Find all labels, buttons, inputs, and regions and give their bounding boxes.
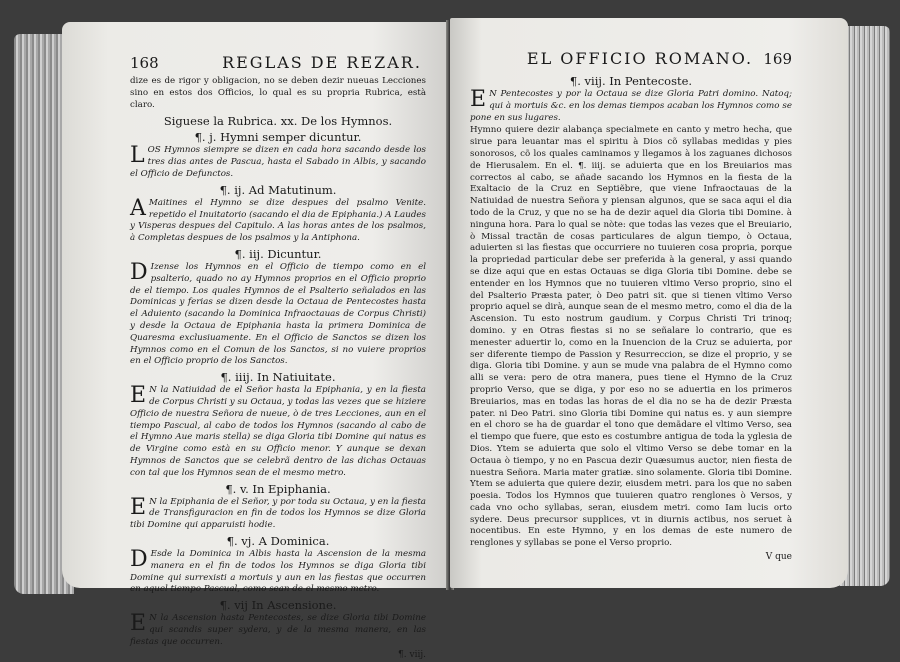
drop-cap: E — [470, 87, 487, 112]
paragraph-text: N la Natiuidad de el Señor hasta la Epiphania, y en la fiesta de Corpus Christi y su Octaua, y todas las vezes que se hiziere Officio de nuestra Señora de nueue, ò de tres Lecciones, aun en el tiempo Pascual, al cabo de todos los Hymnos (sacando al cabo de el Hymno Aue maris stella) se diga Gloria tibi Domine qui natus es de Virgine como està en su Officio menor. Y aunque se dexan Hymnos de Sanctos que se celebrã dentro de las dichas Octauas con tal que los Hymnos sean de el mesmo metro. — [130, 385, 426, 478]
left-running-head — [130, 52, 426, 74]
paragraph-text: N la Ascension hasta Pentecostes, se dize Gloria tibi Domine qui scandis super sydera, y de la mesma manera, en las fiestas que occurren. — [130, 613, 426, 647]
paragraph — [130, 494, 426, 532]
right-page — [450, 18, 848, 588]
paragraph — [130, 613, 426, 648]
section-heading: ¶. vj. A Dominica. — [226, 533, 330, 548]
paragraph-text: Izense los Hymnos en el Officio de tiempo como en el psalterio, quado no ay Hymnos proprios en el Officio proprio de el tiempo. Los quales Hymnos de el Psalterio señalados en las Dominicas y ferias se dizen desde la Octaua de Pentecostes hasta el Aduiento (sacando la Dominica Infraoctauas de Corpus Christi) y desde la Octaua de Epiphania hasta la primera Dominica de Quaresma exclusiuamente. En el Officio de Sanctos se dizen los Hymnos como en el Comun de los Sanctos, si no vuiere proprios en el Officio proprio de los Sanctos. — [130, 261, 426, 367]
section-heading: ¶. ij. Ad Matutinum. — [219, 182, 337, 197]
paragraph-text: Maitines el Hymno se dize despues del psalmo Venite. repetido el Inuitatorio (sacando el dia de Epiphania.) A Laudes y Visperas despues del Capitulo. A las horas antes de los psalmos, à Completas despues de los psalmos y la Antiphona. — [130, 197, 426, 244]
paragraph-text: N Pentecostes y por la Octaua se dize Gloria Patri domino. Natoq; qui à mortuis &c. en los demas tiempos acaban los Hymnos como se pone en sus lugares. — [470, 89, 792, 123]
rubric-heading: Siguese la Rubrica. xx. De los Hymnos. — [163, 114, 393, 129]
section-heading: ¶. iiij. In Natiuitate. — [220, 370, 336, 385]
paragraph — [470, 89, 792, 124]
paragraph-text: Esde la Dominica in Albis hasta la Ascension de la mesma manera en el fin de todos los Hymnos se diga Gloria tibi Domine qui surrexisti a mortuis y aun en las fiestas que occurren en aquel tiempo Pascual, como sean de el mesmo metro. — [130, 548, 426, 595]
section-heading: ¶. j. Hymni semper dicuntur. — [194, 130, 362, 145]
drop-cap: E — [130, 611, 147, 637]
left-head-title: REGLAS DE REZAR. — [222, 53, 422, 72]
right-folio: 169 — [763, 50, 792, 68]
paragraph — [130, 385, 426, 479]
paragraph — [130, 259, 426, 368]
paragraph: dize es de rigor y obligacion, no se deben dezir nueuas Lecciones sino en estos dos Officios, lo qual es su propria Rubrica, està claro. — [130, 76, 426, 110]
drop-cap: L — [130, 143, 145, 169]
right-running-head — [470, 48, 792, 70]
paragraph: Hymno quiere dezir alabança specialmete en canto y metro hecha, que sirue para leuantar mas el spiritu à Dios cõ syllabas medidas y pies sonorosos, cõ los quales caminamos y llegamos à los zaguanes dichosos de Hierusalem. En el. ¶. iiij. se aduierta que en los Breuiarios mas correctos al cabo, se añade sacando los Hymnos en la fiesta de la Exaltacio de la Cruz en Septiẽbre, que viene Infraoctauas de la Natiuidad de nuestra Señora y piensan algunos, que se saca aqui el dia todo de la Cruz, y que no se ha de dezir aquel dia Gloria tibi Domine. à ninguna hora. Para lo qual se nòte: que todas las vezes que el Breuiario, ò Missal tractãn de cosas particulares de algun tiempo, ò Octaua, aduierten si las fiestas que occurriere no tuuieren cosa propria, porque la propriedad particular debe ser preferida à la general, y assi quando se dize aqui que en estas Octauas se diga Gloria tibi Domine. debe se entender en los Hymnos que no tuuieren vltimo Verso proprio, sino el del Psalterio Præsta pater, ò Deo patri sit. que si tienen vltimo Verso proprio aquel se dirà, aunque sean de el mesmo metro, como el dia de la Ascension. Tu esto nostrum gaudium. y Corpus Christi Tri trinoq; domino. y en Otras fiestas si no se señalare lo contrario, que es menester aduertir lo, como en la Inuencion de la Cruz se aduierta, por ser diferente tiempo de Passion y Resurreccion, se dize el proprio, y se diga. Gloria tibi Domine. y aun se mude vna palabra de el Hymno como alli se vera: pero de otra manera, pues tiene el Hymno de la Cruz proprio Verso, que se diga, y por eso no se aduertia en los primeros Breuiarios, mas en todas las horas de el dia no se ha de dezir Præsta pater. ni Deo Patri. sino Gloria tibi Domine qui natus es. y aun siempre en el choro se ha de guardar el tono que demãdare el vltimo Verso, sea el tiempo que fuere, que esto es costumbre antigua de toda la yglesia de Dios. Ytem se aduierta que solo el vltimo Verso se debe tomar en la Octaua ò tiempo, y no en Pascua dezir Quæsumus auctor, nien fiesta de nuestra Señora. Maria mater gratiæ. sino solamente. Gloria tibi Domine. Ytem se aduierta que quiere dezir, eiusdem metri. para los que no saben poesia. Todos los Hymnos que tuuieren quatro renglones ò Versos, y cada vno ocho syllabas, seran, eiusdem metri. como Iam lucis orto sydere. Deus precursor supplices, vt in diurnis actibus, nos seruet à nocentibus. En este Hymno, y en los demas de este numero de renglones y syllabas se pone el Verso proprio. — [470, 125, 792, 549]
left-page-body — [130, 76, 426, 662]
drop-cap: E — [130, 494, 147, 520]
section-heading: ¶. vij In Ascensione. — [219, 598, 337, 613]
paragraph-text: N la Epiphania de el Señor, y por toda su Octaua, y en la fiesta de Transfiguracion en fin de todos los Hymnos se dize Gloria tibi Domine qui apparuisti hodie. — [130, 496, 426, 531]
section-heading: ¶. viij. In Pentecoste. — [569, 74, 693, 88]
catchword: ¶. viij. — [398, 650, 426, 661]
right-head-title: EL OFFICIO ROMANO. — [526, 49, 754, 68]
paragraph — [130, 546, 426, 596]
drop-cap: A — [130, 195, 146, 221]
left-page — [62, 22, 450, 661]
paragraph-text: OS Hymnos siempre se dizen en cada hora sacando desde los tres dias antes de Pascua, hasta el Sabado in Albis, y sacando el Officio de Defunctos. — [130, 145, 426, 179]
right-page-body — [470, 72, 792, 564]
drop-cap: D — [130, 259, 148, 285]
drop-cap: D — [130, 546, 148, 572]
section-heading: ¶. iij. Dicuntur. — [234, 246, 322, 261]
left-folio: 168 — [130, 54, 159, 72]
catchword: V que — [765, 552, 792, 563]
drop-cap: E — [130, 383, 147, 409]
paragraph — [130, 195, 426, 245]
section-heading: ¶. v. In Epiphania. — [225, 481, 331, 496]
paragraph — [130, 145, 426, 180]
